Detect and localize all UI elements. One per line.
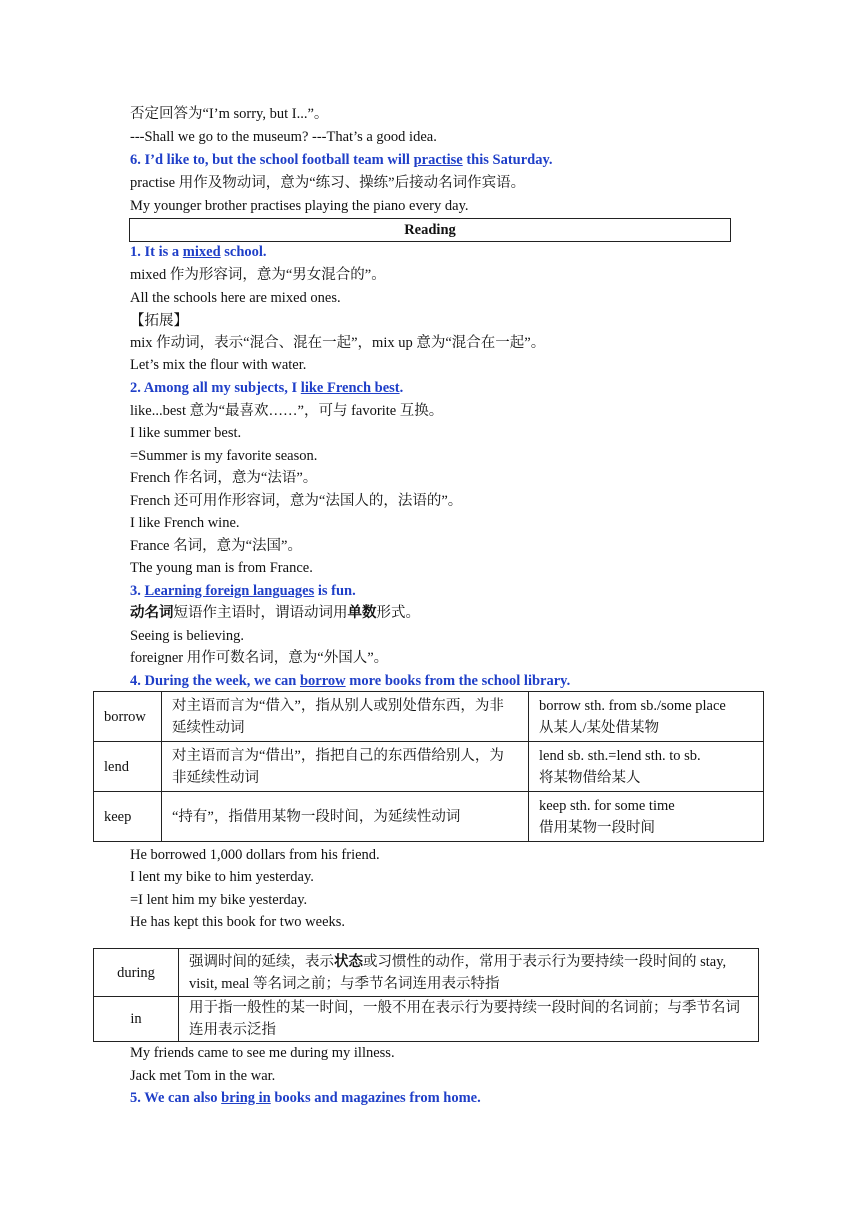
heading-keyword: borrow xyxy=(299,673,346,689)
heading-keyword: bring in xyxy=(221,1090,271,1106)
during-in-table xyxy=(93,948,759,1042)
example-sentence: I lent my bike to him yesterday. xyxy=(130,869,314,885)
heading-text: 3. xyxy=(130,583,145,599)
example-sentence: The young man is from France. xyxy=(130,560,313,576)
table-row xyxy=(94,742,764,792)
point-heading-1 xyxy=(130,242,267,262)
example-sentence: =Summer is my favorite season. xyxy=(130,448,318,464)
table-cell-desc xyxy=(179,949,759,997)
text-line: foreigner 用作可数名词，意为“外国人”。 xyxy=(130,650,389,666)
example-sentence: Let’s mix the flour with water. xyxy=(130,357,307,373)
heading-keyword: like French best xyxy=(300,380,400,396)
table-cell-usage xyxy=(529,742,764,792)
example-sentence: He has kept this book for two weeks. xyxy=(130,914,346,930)
table-row xyxy=(94,792,764,842)
text-line: 否定回答为“I’m sorry, but I...”。 xyxy=(130,106,329,122)
table-cell-desc: 对主语而言为“借入”，指从别人或别处借东西，为非延续性动词 xyxy=(162,692,529,742)
table-row xyxy=(94,949,759,997)
table-cell-word: during xyxy=(94,949,179,997)
example-sentence: I like French wine. xyxy=(130,515,240,531)
example-sentence: My friends came to see me during my illness. xyxy=(130,1045,395,1061)
table-cell-word: in xyxy=(94,997,179,1042)
point-heading-3 xyxy=(130,581,356,601)
usage-line: lend sb. sth.=lend sth. to sb. xyxy=(539,747,701,764)
point-heading-2 xyxy=(130,378,403,398)
heading-text: this Saturday. xyxy=(462,152,553,168)
heading-keyword: mixed xyxy=(182,244,221,260)
section-title: Reading xyxy=(129,218,731,242)
point-heading-6 xyxy=(130,150,553,170)
heading-text: 2. Among all my subjects, I xyxy=(130,380,301,396)
table-cell-word: borrow xyxy=(94,692,162,742)
usage-line: 从某人/某处借某物 xyxy=(539,719,660,736)
usage-line: 借用某物一段时间 xyxy=(539,819,655,836)
text-line: French 还可用作形容词，意为“法国人的，法语的”。 xyxy=(130,493,463,509)
bold-term: 状态 xyxy=(334,953,363,970)
example-sentence: I like summer best. xyxy=(130,425,242,441)
text-line: France 名词，意为“法国”。 xyxy=(130,538,302,554)
heading-keyword: practise xyxy=(413,152,463,168)
usage-line: borrow sth. from sb./some place xyxy=(539,697,726,714)
bold-term: 单数 xyxy=(347,605,377,621)
heading-text: 4. During the week, we can xyxy=(130,673,300,689)
rule-text: 形式。 xyxy=(376,605,420,621)
table-cell-desc: 对主语而言为“借出”，指把自己的东西借给别人，为非延续性动词 xyxy=(162,742,529,792)
table-cell-desc: “持有”，指借用某物一段时间，为延续性动词 xyxy=(162,792,529,842)
heading-text: 6. I’d like to, but the school football team will xyxy=(130,152,414,168)
extension-label: 【拓展】 xyxy=(130,313,188,329)
grammar-rule xyxy=(130,603,420,623)
table-row xyxy=(94,997,759,1042)
table-cell-word: keep xyxy=(94,792,162,842)
heading-text: is fun. xyxy=(314,583,356,599)
text-line: French 作名词，意为“法语”。 xyxy=(130,470,318,486)
example-sentence: He borrowed 1,000 dollars from his friend. xyxy=(130,847,380,863)
borrow-lend-keep-table xyxy=(93,691,764,842)
usage-line: keep sth. for some time xyxy=(539,797,675,814)
example-sentence: Jack met Tom in the war. xyxy=(130,1068,276,1084)
heading-text: 5. We can also xyxy=(130,1090,222,1106)
point-heading-4 xyxy=(130,671,570,691)
heading-text: 1. It is a xyxy=(130,244,183,260)
heading-text: . xyxy=(399,380,404,396)
example-sentence: ---Shall we go to the museum? ---That’s a good idea. xyxy=(130,129,437,145)
table-cell-usage xyxy=(529,692,764,742)
point-heading-5 xyxy=(130,1088,481,1108)
example-sentence: All the schools here are mixed ones. xyxy=(130,290,341,306)
table-row xyxy=(94,692,764,742)
rule-text: 短语作主语时，谓语动词用 xyxy=(173,605,348,621)
heading-text: school. xyxy=(220,244,267,260)
desc-text: 或习惯性的动作，常用于表示行为要持续一段时间的 stay, visit, meal 等名词之前；与季节名词连用表示特指 xyxy=(189,953,727,992)
example-sentence: =I lent him my bike yesterday. xyxy=(130,892,308,908)
text-line: like...best 意为“最喜欢……”，可与 favorite 互换。 xyxy=(130,403,444,419)
text-line: mixed 作为形容词，意为“男女混合的”。 xyxy=(130,267,386,283)
heading-text: more books from the school library. xyxy=(345,673,571,689)
text-line: practise 用作及物动词，意为“练习、操练”后接动名词作宾语。 xyxy=(130,175,526,191)
text-line: mix 作动词，表示“混合、混在一起”，mix up 意为“混合在一起”。 xyxy=(130,335,546,351)
heading-text: books and magazines from home. xyxy=(270,1090,481,1106)
table-cell-word: lend xyxy=(94,742,162,792)
heading-keyword: Learning foreign languages xyxy=(144,583,315,599)
table-cell-desc: 用于指一般性的某一时间，一般不用在表示行为要持续一段时间的名词前；与季节名词连用表示泛指 xyxy=(179,997,759,1042)
example-sentence: Seeing is believing. xyxy=(130,628,244,644)
table-cell-usage xyxy=(529,792,764,842)
usage-line: 将某物借给某人 xyxy=(539,769,641,786)
bold-term: 动名词 xyxy=(130,605,174,621)
desc-text: 强调时间的延续，表示 xyxy=(189,953,334,970)
example-sentence: My younger brother practises playing the piano every day. xyxy=(130,198,469,214)
